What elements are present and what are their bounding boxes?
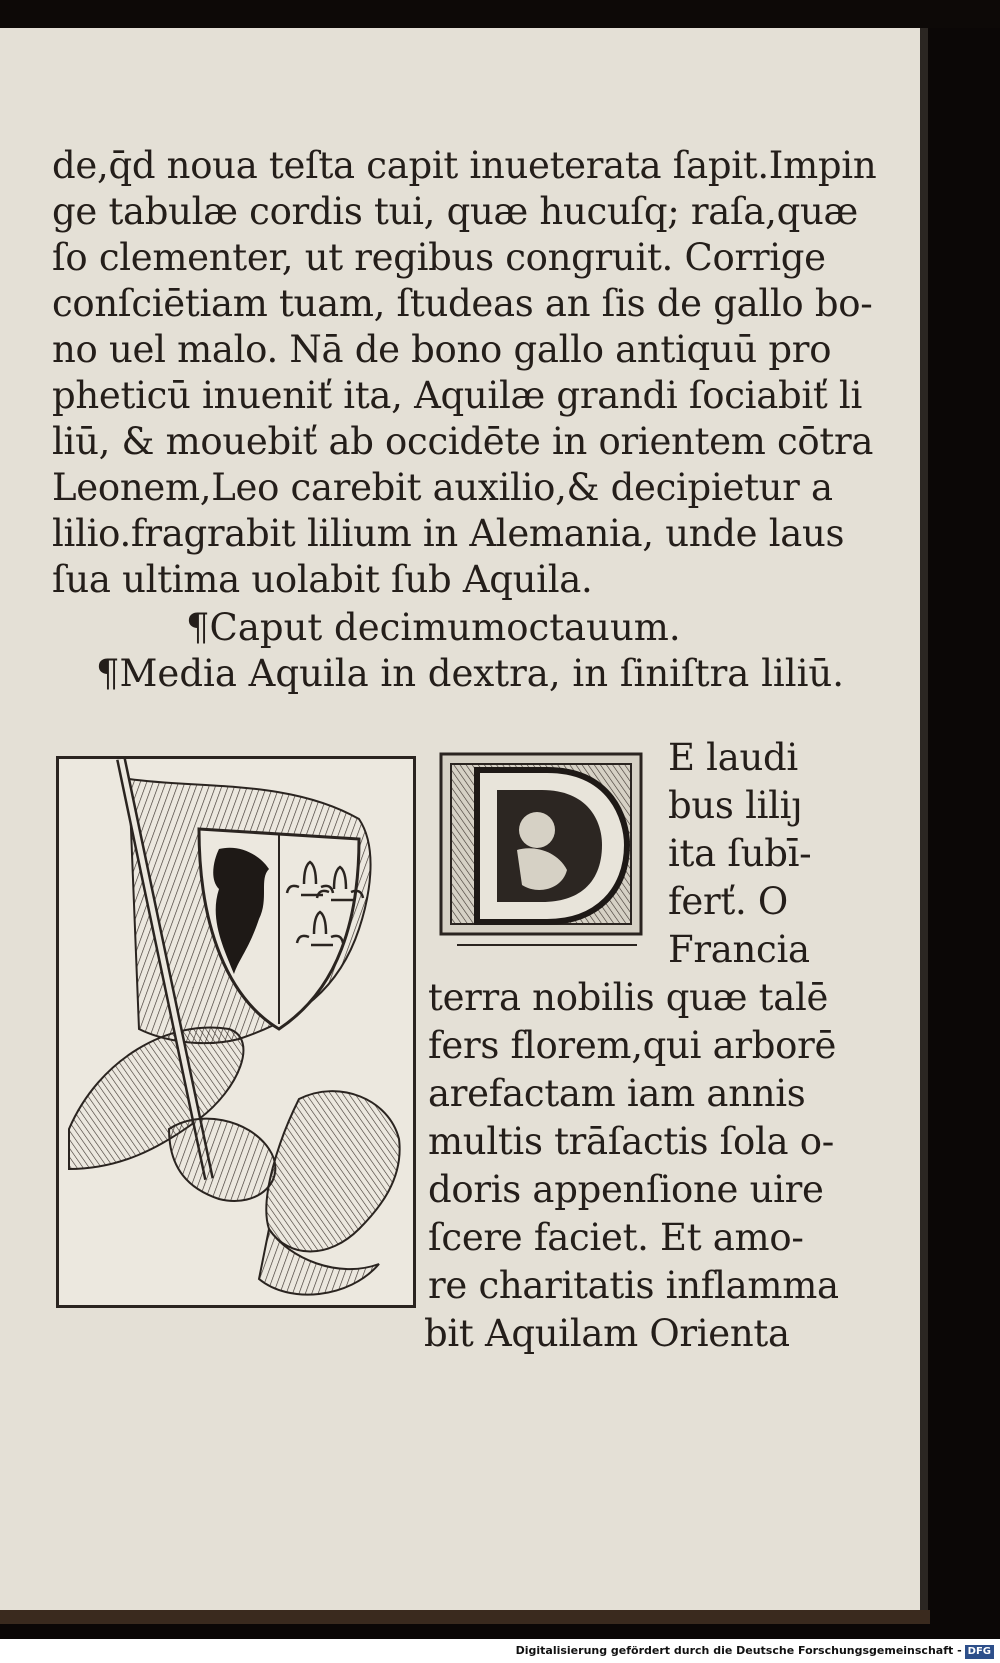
woodcut-banner-illustration [56, 756, 416, 1308]
side-line-3: ita ſubī- [668, 832, 812, 875]
footer-credit-text: Digitalisierung gefördert durch die Deutsche Forschungsgemeinschaft - [515, 1644, 962, 1657]
lower-line-5: doris appenſione uire [428, 1168, 824, 1211]
body-line-8: Leonem,Leo carebit auxilio,& decipietur a [52, 466, 833, 509]
body-line-9: lilio.fragrabit lilium in Alemania, unde laus [52, 512, 845, 555]
lower-line-3: arefactam iam annis [428, 1072, 806, 1115]
lower-line-4: multis trāſactis ſola o- [428, 1120, 834, 1163]
body-line-1: de,q̄d noua teſta capit inueterata ſapit.Impin [52, 144, 877, 187]
body-line-4: conſciētiam tuam, ſtudeas an ſis de gallo bo- [52, 282, 873, 325]
side-line-5: Francia [668, 928, 810, 971]
page-bottom-edge [0, 1610, 930, 1624]
lower-line-7: re charitatis inflamma [428, 1264, 839, 1307]
body-line-5: no uel malo. Nā de bono gallo antiquū pro [52, 328, 832, 371]
body-line-6: pheticū inueniť ita, Aquilæ grandi ſociabiť li [52, 374, 862, 417]
digitization-footer [0, 1639, 1000, 1663]
side-line-1: E laudi [668, 736, 798, 779]
chapter-heading: ¶Caput decimumoctauum. [186, 606, 681, 649]
book-page [0, 28, 928, 1610]
lower-line-6: ſcere faciet. Et amo- [428, 1216, 804, 1259]
body-line-3: ſo clementer, ut regibus congruit. Corrige [52, 236, 826, 279]
decorated-initial-d [437, 750, 647, 955]
section-subheading: ¶Media Aquila in dextra, in ſiniſtra liliū. [96, 652, 845, 695]
side-line-4: ferť. O [668, 880, 788, 923]
dfg-logo: DFG [965, 1645, 994, 1659]
body-line-2: ge tabulæ cordis tui, quæ hucuſq; raſa,quæ [52, 190, 858, 233]
body-line-10: ſua ultima uolabit ſub Aquila. [52, 558, 593, 601]
lower-line-8: bit Aquilam Orienta [424, 1312, 790, 1355]
side-line-2: bus liliȷ [668, 784, 803, 827]
top-margin-dark [0, 0, 1000, 28]
lower-line-2: fers florem,qui arborē [428, 1024, 837, 1067]
initial-d-icon [437, 750, 647, 955]
body-line-7: liū, & mouebiť ab occidēte in orientem cōtra [52, 420, 874, 463]
banner-eagle-lily-icon [59, 759, 413, 1305]
lower-line-1: terra nobilis quæ talē [428, 976, 829, 1019]
